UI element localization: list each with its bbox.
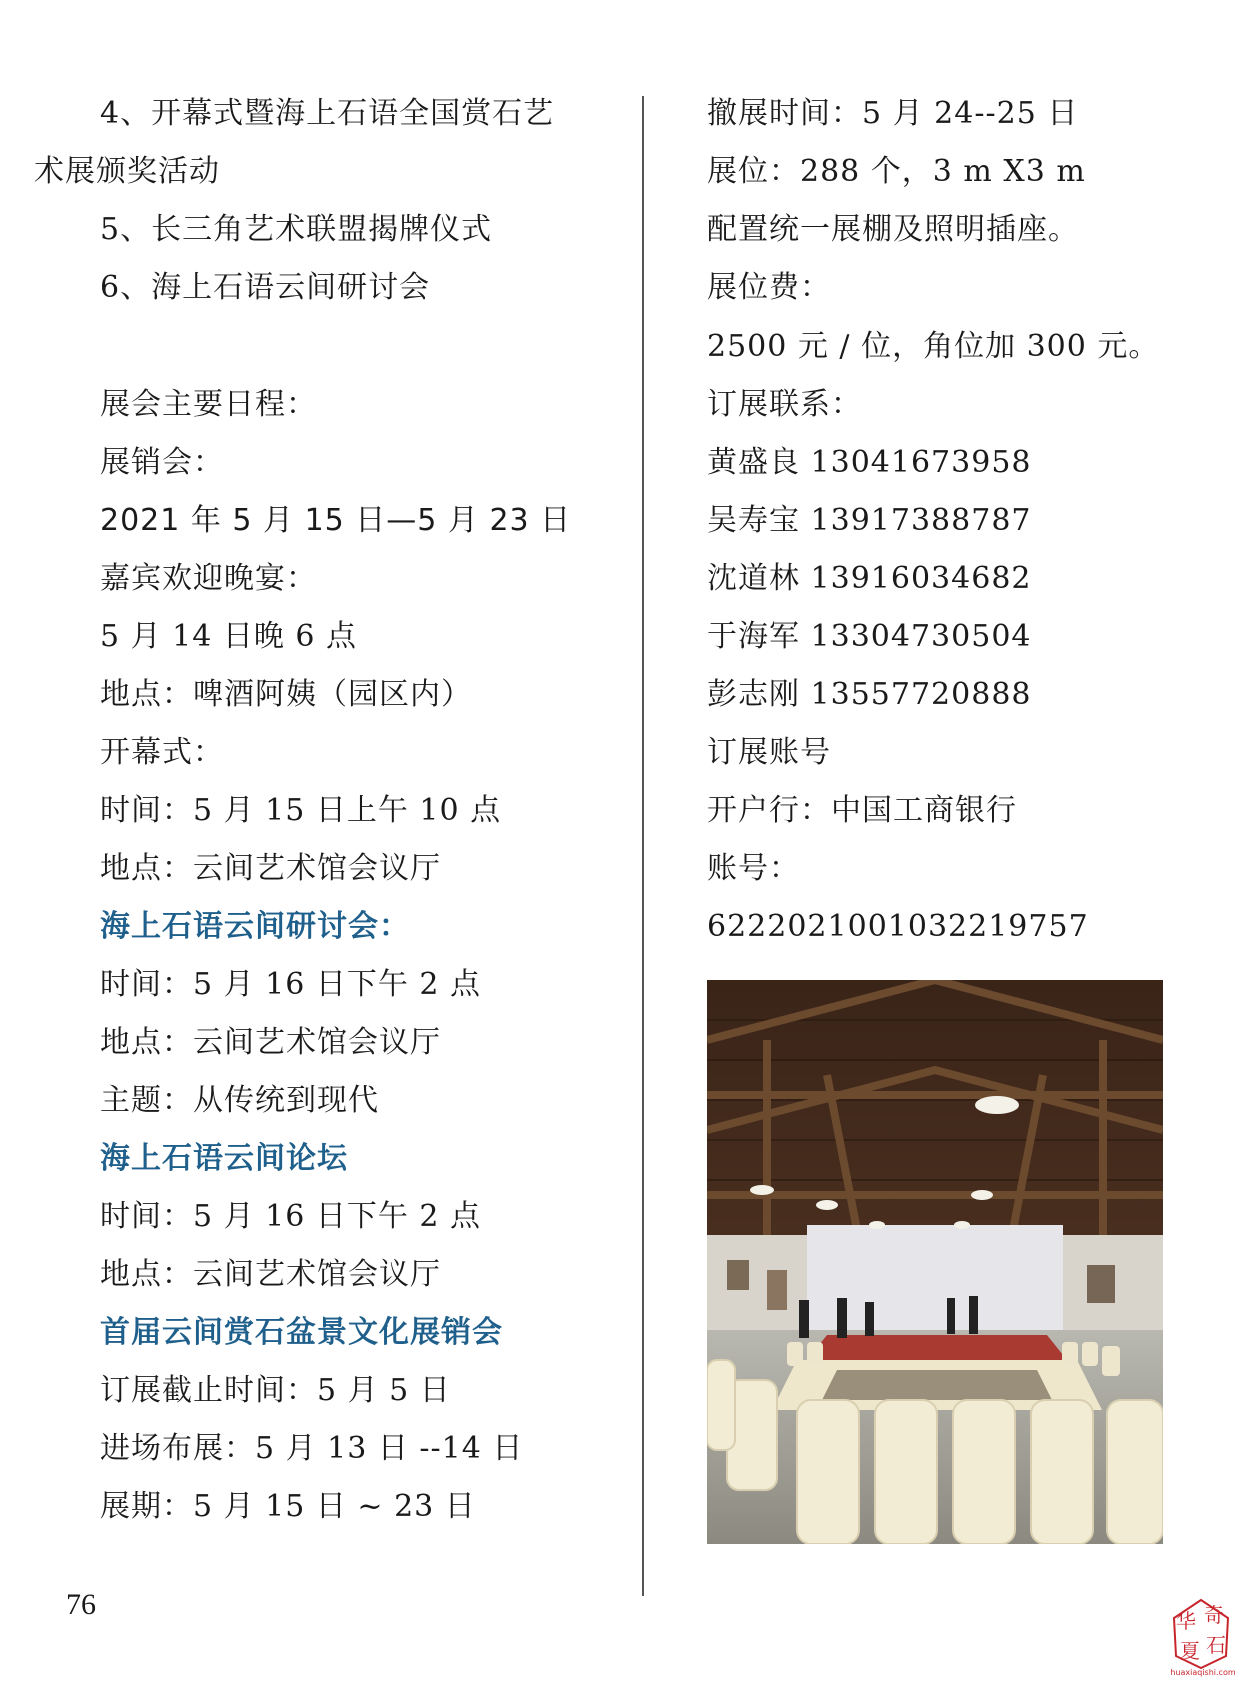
site-logo [1168,1598,1234,1678]
left_column-line: 4、开幕式暨海上石语全国赏石艺 [100,96,555,131]
right_column-line: 彭志刚 13557720888 [707,677,1032,712]
left_column-line: 5 月 14 日晚 6 点 [100,619,358,654]
right_column-line: 2500 元 / 位，角位加 300 元。 [707,329,1160,364]
page-number: 76 [66,1588,96,1621]
left_column-line: 地点：啤酒阿姨（园区内） [100,677,472,712]
right_column-line: 展位：288 个，3 m X3 m [707,154,1086,189]
left_column-line: 地点：云间艺术馆会议厅 [100,1025,441,1060]
right_column-line: 开户行：中国工商银行 [707,793,1017,828]
left_column-line: 术展颁奖活动 [34,154,220,189]
right_column-line: 撤展时间：5 月 24--25 日 [707,96,1079,131]
left_column-line: 海上石语云间研讨会： [100,909,410,944]
left_column-line: 展期：5 月 15 日 ~ 23 日 [100,1489,476,1524]
right_column-line: 展位费： [707,270,831,305]
right_column-line: 订展联系： [707,387,862,422]
logo-char: 奇 [1204,1603,1224,1627]
left_column-line: 地点：云间艺术馆会议厅 [100,851,441,886]
column-divider [642,96,644,1596]
logo-char: 华 [1176,1609,1196,1633]
right_column-line: 订展账号 [707,735,831,770]
right_column-line: 账号： [707,851,800,886]
left_column-line: 展会主要日程： [100,387,317,422]
left_column-line: 海上石语云间论坛 [100,1141,348,1176]
left_column-line: 地点：云间艺术馆会议厅 [100,1257,441,1292]
left_column-line: 5、长三角艺术联盟揭牌仪式 [100,212,493,247]
left_column-line: 6、海上石语云间研讨会 [100,270,431,305]
left_column-line: 订展截止时间：5 月 5 日 [100,1373,451,1408]
right_column-line: 6222021001032219757 [707,909,1089,944]
left_column-line: 开幕式： [100,735,224,770]
left_column-line: 主题：从传统到现代 [100,1083,379,1118]
logo-url: huaxiaqishi.com [1170,1668,1236,1677]
logo-char: 夏 [1180,1639,1200,1663]
left_column-line: 进场布展：5 月 13 日 --14 日 [100,1431,524,1466]
right_column-line: 沈道林 13916034682 [707,561,1032,596]
left_column-line: 时间：5 月 16 日下午 2 点 [100,967,482,1002]
left_column-line: 2021 年 5 月 15 日—5 月 23 日 [100,503,572,538]
right_column-line: 吴寿宝 13917388787 [707,503,1032,538]
right_column-line: 黄盛良 13041673958 [707,445,1032,480]
logo-char: 石 [1206,1633,1226,1657]
right_column-line: 配置统一展棚及照明插座。 [707,212,1079,247]
conference-hall-photo [707,980,1163,1544]
left_column-line: 时间：5 月 16 日下午 2 点 [100,1199,482,1234]
left_column-line: 展销会： [100,445,224,480]
left_column-line: 时间：5 月 15 日上午 10 点 [100,793,502,828]
right_column-line: 于海军 13304730504 [707,619,1032,654]
left_column-line: 首届云间赏石盆景文化展销会 [100,1315,503,1350]
left_column-line: 嘉宾欢迎晚宴： [100,561,317,596]
